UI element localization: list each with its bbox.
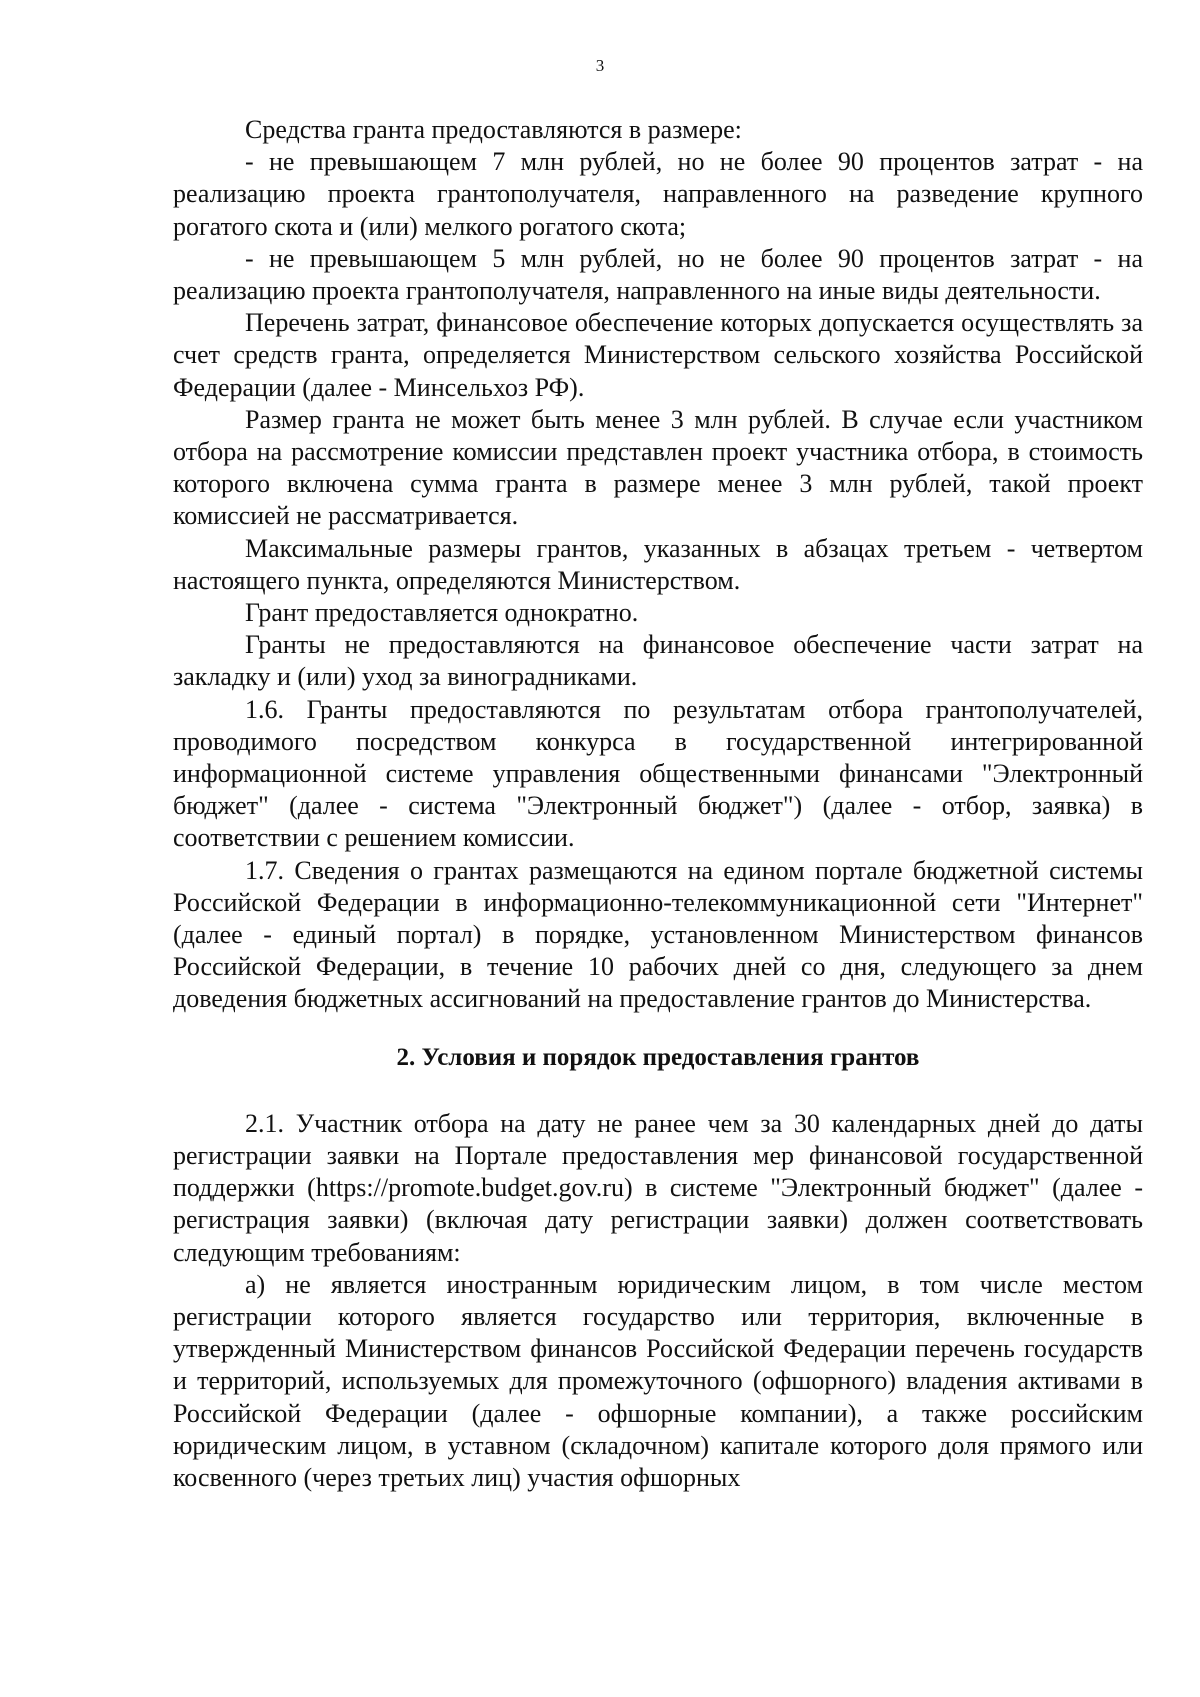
paragraph: 1.6. Гранты предоставляются по результатам отбора грантополучателей, проводимого посредством конкурса в государственной интегрированной информационной системе управления общественными финансами "Электронный бюджет" (далее - система "Электронный бюджет") (далее - отбор, заявка) в соответствии с решением комиссии.	[173, 694, 1143, 853]
paragraph: Гранты не предоставляются на финансовое обеспечение части затрат на закладку и (или) уход за виноградниками.	[173, 630, 1143, 692]
section-heading: 2. Условия и порядок предоставления грантов	[396, 1043, 920, 1071]
paragraph: Перечень затрат, финансовое обеспечение которых допускается осуществлять за счет средств гранта, определяется Министерством сельского хозяйства Российской Федерации (далее - Минсельхоз РФ).	[173, 308, 1143, 402]
paragraph: Максимальные размеры грантов, указанных в абзацах третьем - четвертом настоящего пункта, определяются Министерством.	[173, 533, 1143, 595]
paragraph: а) не является иностранным юридическим лицом, в том числе местом регистрации которого является государство или территория, включенные в утвержденный Министерством финансов Российской Федерации перечень государств и территорий, используемых для промежуточного (офшорного) владения активами в Российской Федерации (далее - офшорные компании), а также российским юридическим лицом, в уставном (складочном) капитале которого доля прямого или косвенного (через третьих лиц) участия офшорных	[173, 1269, 1143, 1492]
paragraph: - не превышающем 5 млн рублей, но не более 90 процентов затрат - на реализацию проекта грантополучателя, направленного на иные виды деятельности.	[173, 243, 1143, 306]
paragraph: 1.7. Сведения о грантах размещаются на едином портале бюджетной системы Российской Федерации в информационно-телекоммуникационной сети "Интернет" (далее - единый портал) в порядке, установленном Министерством финансов Российской Федерации, в течение 10 рабочих дней со дня, следующего за днем доведения бюджетных ассигнований на предоставление грантов до Министерства.	[173, 855, 1143, 1014]
paragraph: Размер гранта не может быть менее 3 млн рублей. В случае если участником отбора на рассмотрение комиссии представлен проект участника отбора, в стоимость которого включена сумма гранта в размере менее 3 млн рублей, такой проект комиссией не рассматривается.	[173, 404, 1143, 531]
document-body	[173, 114, 1143, 1494]
paragraph: Средства гранта предоставляются в размере:	[245, 115, 742, 144]
paragraph: 2.1. Участник отбора на дату не ранее чем за 30 календарных дней до даты регистрации заявки на Портале предоставления мер финансовой государственной поддержки (https://promote.budget.gov.ru) в системе "Электронный бюджет" (далее - регистрация заявки) (включая дату регистрации заявки) должен соответствовать следующим требованиям:	[173, 1108, 1143, 1267]
paragraph: - не превышающем 7 млн рублей, но не более 90 процентов затрат - на реализацию проекта грантополучателя, направленного на разведение крупного рогатого скота и (или) мелкого рогатого скота;	[173, 147, 1143, 241]
page-number: 3	[595, 56, 605, 75]
paragraph: Грант предоставляется однократно.	[245, 598, 639, 628]
